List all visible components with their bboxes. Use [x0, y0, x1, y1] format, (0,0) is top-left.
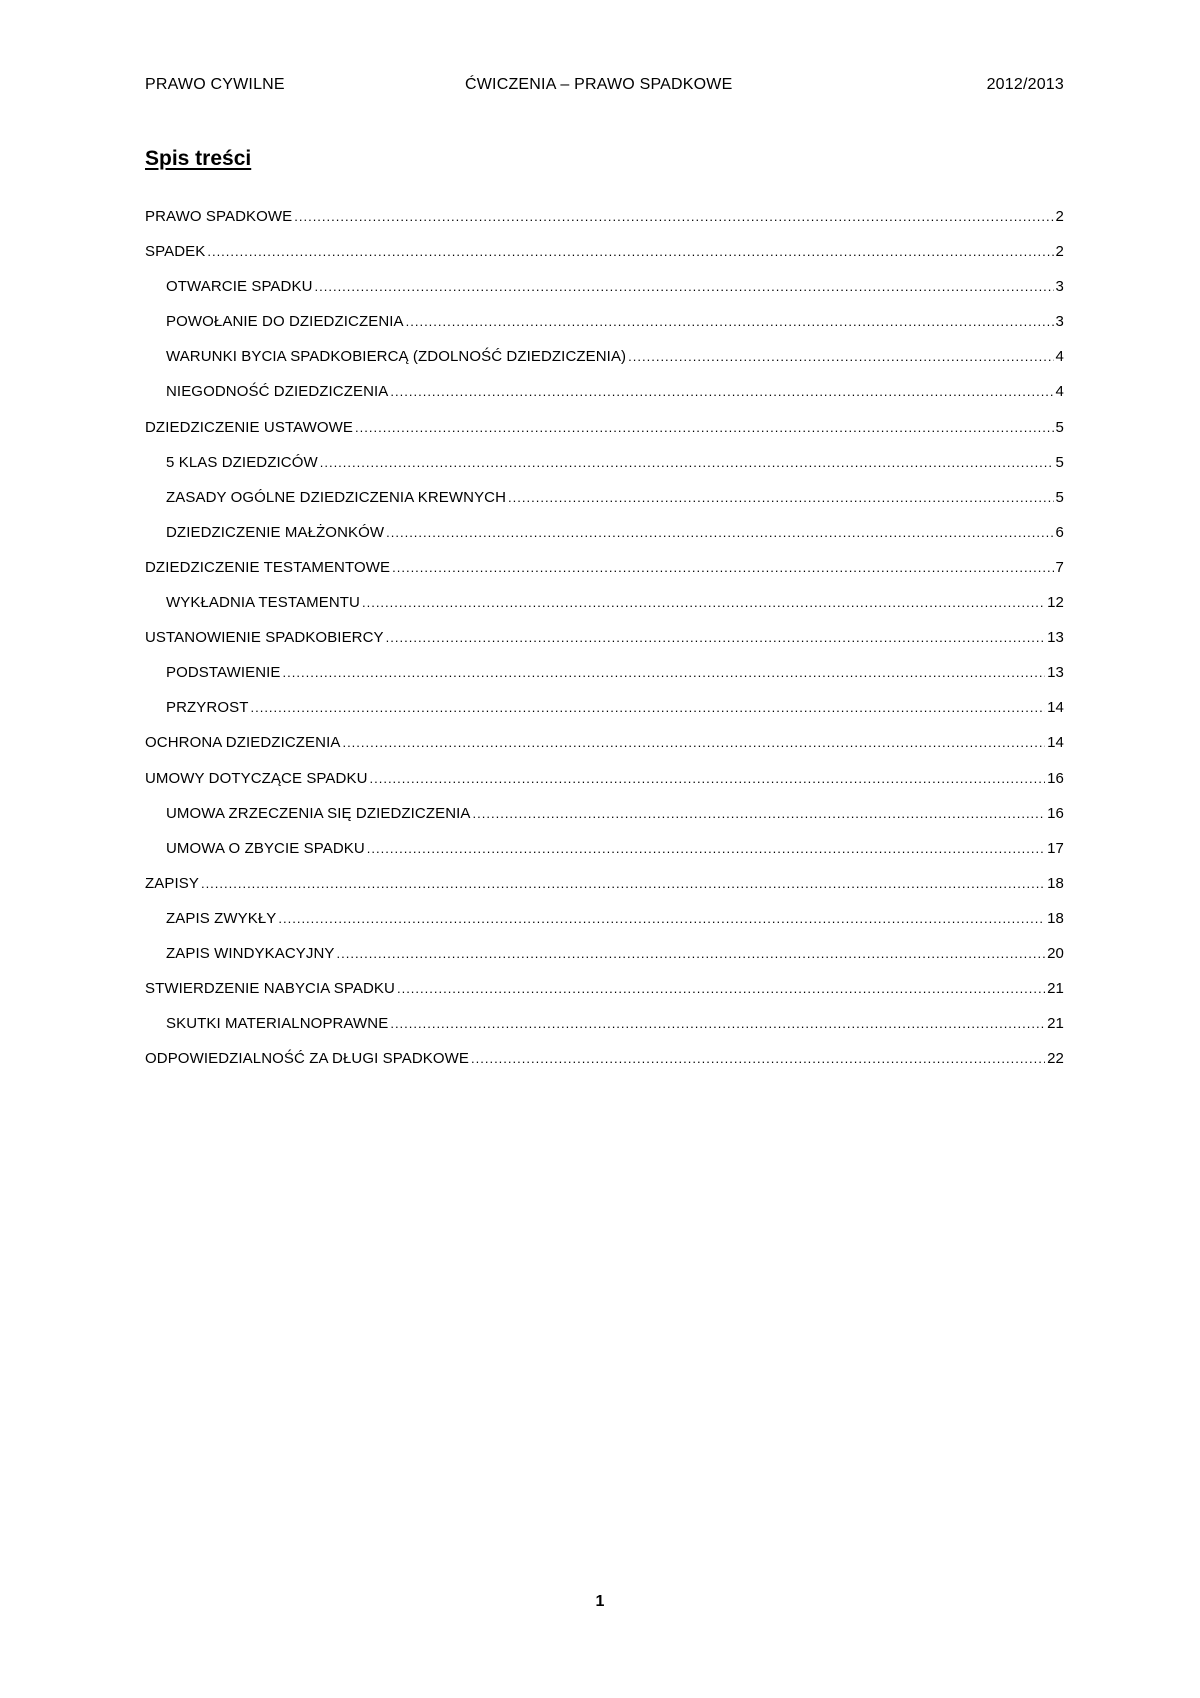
toc-entry-stwierdzenie-nabycia-spadku[interactable]	[145, 977, 1064, 1012]
toc-dot-leader	[392, 556, 1053, 580]
toc-entry-text: POWOŁANIE DO DZIEDZICZENIA	[166, 313, 404, 331]
toc-entry-page: 5	[1055, 418, 1064, 436]
toc-entry-page: 3	[1055, 313, 1064, 331]
toc-entry-page: 17	[1047, 839, 1064, 857]
toc-entry-page: 4	[1055, 383, 1064, 401]
toc-entry-text: SKUTKI MATERIALNOPRAWNE	[166, 1015, 389, 1033]
toc-title: Spis treści	[145, 147, 252, 170]
toc-dot-leader	[386, 626, 1045, 650]
toc-dot-leader	[628, 345, 1053, 369]
toc-entry-page: 18	[1047, 909, 1064, 927]
toc-entry-text: UMOWA O ZBYCIE SPADKU	[166, 839, 365, 857]
header-course-name: PRAWO CYWILNE	[145, 76, 285, 93]
toc-entry-text: PRAWO SPADKOWE	[145, 208, 293, 225]
toc-dot-leader	[362, 591, 1045, 615]
toc-entry-page: 16	[1047, 769, 1064, 787]
toc-entry-dziedziczenie-ustawowe[interactable]	[145, 416, 1064, 451]
toc-entry-dziedziczenie-malzonkow[interactable]	[145, 521, 1064, 556]
toc-entry-otwarcie-spadku[interactable]	[145, 275, 1064, 310]
header-academic-year: 2012/2013	[986, 76, 1064, 93]
toc-entry-spadek[interactable]	[145, 240, 1064, 275]
toc-entry-5-klas-dziedzicow[interactable]	[145, 451, 1064, 486]
toc-dot-leader	[390, 380, 1053, 404]
toc-entry-text: DZIEDZICZENIE TESTAMENTOWE	[145, 558, 391, 576]
toc-entry-page: 7	[1055, 558, 1064, 576]
toc-list	[145, 205, 1064, 1082]
toc-entry-page: 20	[1047, 944, 1064, 962]
toc-entry-zasady-ogolne-dziedziczenia[interactable]	[145, 486, 1064, 521]
toc-dot-leader	[390, 1012, 1045, 1036]
toc-entry-text: STWIERDZENIE NABYCIA SPADKU	[145, 980, 395, 998]
toc-dot-leader	[201, 872, 1045, 896]
toc-entry-page: 21	[1047, 980, 1064, 998]
toc-entry-page: 13	[1047, 664, 1064, 682]
toc-entry-ustanowienie-spadkobiercy[interactable]	[145, 626, 1064, 661]
toc-dot-leader	[294, 205, 1053, 229]
toc-entry-page: 5	[1055, 453, 1064, 471]
toc-entry-text: DZIEDZICZENIE MAŁŻONKÓW	[166, 523, 385, 541]
toc-entry-page: 14	[1047, 734, 1064, 752]
toc-entry-page: 2	[1055, 243, 1064, 261]
toc-entry-podstawienie[interactable]	[145, 661, 1064, 696]
toc-entry-page: 3	[1055, 278, 1064, 296]
toc-dot-leader	[283, 661, 1046, 685]
toc-entry-ochrona-dziedziczenia[interactable]	[145, 731, 1064, 766]
toc-entry-prawo-spadkowe[interactable]	[145, 205, 1064, 240]
toc-entry-page: 12	[1047, 594, 1064, 612]
toc-entry-page: 14	[1047, 699, 1064, 717]
toc-entry-text: WYKŁADNIA TESTAMENTU	[166, 594, 360, 612]
toc-entry-text: ODPOWIEDZIALNOŚĆ ZA DŁUGI SPADKOWE	[145, 1050, 470, 1068]
toc-entry-umowa-o-zbycie-spadku[interactable]	[145, 837, 1064, 872]
toc-entry-page: 21	[1047, 1015, 1064, 1033]
toc-entry-niegodnosc-dziedziczenia[interactable]	[145, 380, 1064, 415]
toc-entry-powolanie-do-dziedziczenia[interactable]	[145, 310, 1064, 345]
toc-dot-leader	[370, 767, 1046, 791]
toc-entry-page: 5	[1055, 488, 1064, 506]
toc-entry-page: 22	[1047, 1050, 1064, 1068]
toc-dot-leader	[342, 731, 1045, 755]
toc-entry-odpowiedzialnosc-za-dlugi[interactable]	[145, 1047, 1064, 1082]
toc-dot-leader	[337, 942, 1046, 966]
toc-entry-text: UMOWY DOTYCZĄCE SPADKU	[145, 769, 368, 787]
toc-entry-page: 6	[1055, 523, 1064, 541]
toc-entry-umowy-dotyczace-spadku[interactable]	[145, 767, 1064, 802]
toc-entry-text: NIEGODNOŚĆ DZIEDZICZENIA	[166, 383, 389, 401]
toc-entry-wykladnia-testamentu[interactable]	[145, 591, 1064, 626]
toc-dot-leader	[471, 1047, 1045, 1071]
toc-entry-zapis-zwykly[interactable]	[145, 907, 1064, 942]
toc-entry-text: ZAPIS WINDYKACYJNY	[166, 944, 335, 962]
toc-entry-page: 18	[1047, 874, 1064, 892]
toc-entry-zapisy[interactable]	[145, 872, 1064, 907]
toc-entry-text: ZAPISY	[145, 874, 199, 892]
toc-dot-leader	[397, 977, 1045, 1001]
toc-entry-text: PODSTAWIENIE	[166, 664, 281, 682]
toc-dot-leader	[508, 486, 1054, 510]
running-header	[145, 73, 1064, 97]
toc-dot-leader	[386, 521, 1053, 545]
toc-entry-skutki-materialnoprawne[interactable]	[145, 1012, 1064, 1047]
toc-entry-text: 5 KLAS DZIEDZICÓW	[166, 453, 318, 471]
toc-entry-text: ZAPIS ZWYKŁY	[166, 909, 277, 927]
page-number: 1	[595, 1593, 605, 1610]
toc-entry-text: OTWARCIE SPADKU	[166, 278, 313, 296]
toc-entry-text: PRZYROST	[166, 699, 249, 717]
toc-entry-page: 2	[1055, 208, 1064, 225]
toc-entry-umowa-zrzeczenia[interactable]	[145, 802, 1064, 837]
toc-entry-przyrost[interactable]	[145, 696, 1064, 731]
toc-dot-leader	[278, 907, 1045, 931]
toc-dot-leader	[406, 310, 1054, 334]
toc-dot-leader	[320, 451, 1054, 475]
toc-dot-leader	[473, 802, 1046, 826]
toc-dot-leader	[207, 240, 1053, 264]
toc-entry-page: 16	[1047, 804, 1064, 822]
header-section-title: ĆWICZENIA – PRAWO SPADKOWE	[465, 76, 733, 93]
toc-entry-text: OCHRONA DZIEDZICZENIA	[145, 734, 341, 752]
toc-entry-page: 13	[1047, 629, 1064, 647]
toc-entry-zapis-windykacyjny[interactable]	[145, 942, 1064, 977]
toc-dot-leader	[367, 837, 1045, 861]
toc-entry-text: UMOWA ZRZECZENIA SIĘ DZIEDZICZENIA	[166, 804, 471, 822]
toc-entry-text: DZIEDZICZENIE USTAWOWE	[145, 418, 354, 436]
toc-dot-leader	[355, 416, 1054, 440]
toc-entry-text: WARUNKI BYCIA SPADKOBIERCĄ (ZDOLNOŚĆ DZIEDZICZENIA)	[166, 348, 627, 366]
toc-entry-page: 4	[1055, 348, 1064, 366]
toc-entry-text: USTANOWIENIE SPADKOBIERCY	[145, 629, 384, 647]
toc-entry-warunki-bycia-spadkobierca[interactable]	[145, 345, 1064, 380]
toc-entry-text: SPADEK	[145, 243, 206, 261]
toc-dot-leader	[250, 696, 1045, 720]
toc-entry-dziedziczenie-testamentowe[interactable]	[145, 556, 1064, 591]
toc-dot-leader	[315, 275, 1054, 299]
toc-entry-text: ZASADY OGÓLNE DZIEDZICZENIA KREWNYCH	[166, 488, 507, 506]
